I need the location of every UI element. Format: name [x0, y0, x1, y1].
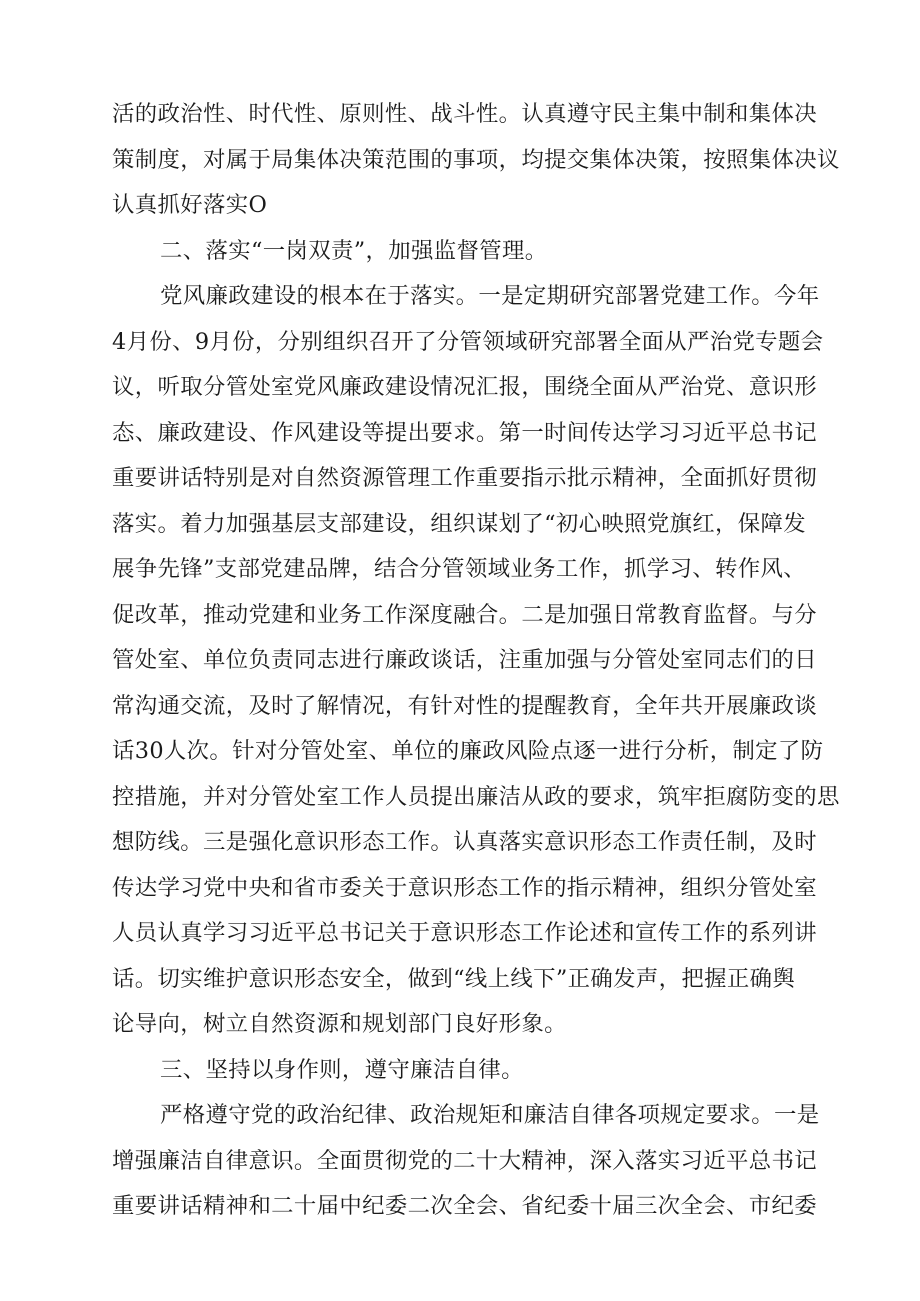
- text-line: 控措施，并对分管处室工作人员提出廉洁从政的要求，筑牢拒腐防变的思: [112, 783, 840, 810]
- text-line: 重要讲话精神和二十届中纪委二次全会、省纪委十届三次全会、市纪委: [112, 1193, 817, 1219]
- document-body: [112, 92, 840, 1230]
- text-line: 重要讲话特别是对自然资源管理工作重要指示批示精神，全面抓好贯彻: [112, 465, 817, 491]
- text-line: 展争先锋”支部党建品牌，结合分管领域业务工作，抓学习、转作风、: [112, 556, 807, 582]
- text-line: 想防线。三是强化意识形态工作。认真落实意识形态工作责任制，及时: [112, 829, 817, 855]
- text-line: 话30人次。针对分管处室、单位的廉政风险点逐一进行分析，制定了防: [112, 738, 824, 764]
- text-line: 议，听取分管处室党风廉政建设情况汇报，围绕全面从严治党、意识形: [112, 374, 817, 400]
- text-line: 常沟通交流，及时了解情况，有针对性的提醒教育，全年共开展廉政谈: [112, 692, 817, 719]
- text-line: 管处室、单位负责同志进行廉政谈话，注重加强与分管处室同志们的日: [112, 647, 817, 673]
- section-heading-3: 三、坚持以身作则，遵守廉洁自律。: [160, 1056, 524, 1083]
- text-line: 人员认真学习习近平总书记关于意识形态工作论述和宣传工作的系列讲: [112, 920, 817, 946]
- text-line: 党风廉政建设的根本在于落实。一是定期研究部署党建工作。今年: [160, 283, 820, 309]
- text-line: 4月份、9月份，分别组织召开了分管领域研究部署全面从严治党专题会: [112, 328, 824, 355]
- text-line: 传达学习党中央和省市委关于意识形态工作的指示精神，组织分管处室: [112, 874, 817, 901]
- text-line: 严格遵守党的政治纪律、政治规矩和廉洁自律各项规定要求。一是: [160, 1102, 820, 1128]
- text-line: 落实。着力加强基层支部建设，组织谋划了“初心映照党旗红，保障发: [112, 510, 807, 537]
- text-line: 活的政治性、时代性、原则性、战斗性。认真遵守民主集中制和集体决: [112, 101, 817, 127]
- section-heading-2: 二、落实“一岗双责”，加强监督管理。: [160, 237, 548, 264]
- text-line: 论导向，树立自然资源和规划部门良好形象。: [112, 1011, 567, 1037]
- text-line: 态、廉政建设、作风建设等提出要求。第一时间传达学习习近平总书记: [112, 419, 817, 446]
- text-line: 促改革，推动党建和业务工作深度融合。二是加强日常教育监督。与分: [112, 601, 817, 628]
- text-line: 增强廉洁自律意识。全面贯彻党的二十大精神，深入落实习近平总书记: [112, 1147, 817, 1174]
- text-line: 认真抓好落实O: [112, 192, 268, 218]
- text-line: 话。切实维护意识形态安全，做到“线上线下”正确发声，把握正确舆: [112, 965, 796, 992]
- text-line: 策制度，对属于局集体决策范围的事项，均提交集体决策，按照集体决议: [112, 146, 840, 173]
